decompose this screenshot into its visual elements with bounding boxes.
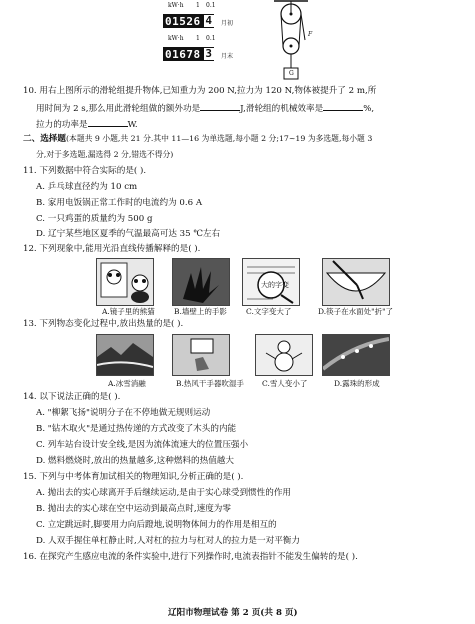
q14-option-c[interactable]: C. 列车站台设计安全线,是因为流体流速大的位置压强小 [36,440,249,450]
q10-text-d: 拉力的功率是 [36,120,88,130]
q13-figure-a[interactable] [96,334,154,376]
q13-stem: 13. 下列物态变化过程中,放出热量的是( ). [23,319,184,329]
section2-note: (本题共 9 小题,共 21 分.其中 11—16 为单选题,每小题 2 分;17~19 为多选题,每小题 3 [65,134,373,143]
meter-scale1-bottom: 1 [196,35,200,42]
q13-caption-a: A.冰雪消融 [108,379,146,388]
q11-option-b[interactable]: B. 家用电饭锅正常工作时的电流约为 0.6 A [36,198,203,208]
meter-start-label: 月初 [221,20,234,27]
section2-heading: 二、选择题 [23,134,66,144]
pulley-force-label: F [308,31,313,38]
q10-text-b: J,滑轮组的机械效率是 [240,104,324,114]
q14-option-a[interactable]: A. "柳絮飞扬"说明分子在不停地做无规则运动 [36,408,211,418]
q10-text-a: 用时间为 2 s,那么用此滑轮组做的额外功是 [36,104,201,114]
q11-stem: 11. 下列数据中符合实际的是( ). [23,166,147,176]
meter-start [163,14,214,28]
q14-option-d[interactable]: D. 燃料燃烧时,放出的热量越多,这种燃料的热值越大 [36,456,234,466]
q14-stem: 14. 以下说法正确的是( ). [23,392,121,402]
meter-unit-top: kW·h [168,2,184,9]
meter-unit-bottom: kW·h [168,35,184,42]
q15-option-d[interactable]: D. 人双手握住单杠静止时,人对杠的拉力与杠对人的拉力是一对平衡力 [36,536,300,546]
meter-start-digits: 01526 [165,14,201,28]
q11-option-a[interactable]: A. 乒乓球直径约为 10 cm [36,182,138,192]
q13-caption-c: C.雪人变小了 [262,379,308,388]
q15-option-b[interactable]: B. 抛出去的实心球在空中运动到最高点时,速度为零 [36,504,231,514]
q15-option-c[interactable]: C. 立定跳远时,脚要用力向后蹬地,说明物体间力的作用是相互的 [36,520,277,530]
q12-caption-c: C.文字变大了 [246,307,292,316]
meter-end [163,47,214,61]
q10-line2 [36,102,374,114]
q16-stem: 16. 在探究产生感应电流的条件实验中,进行下列操作时,电流表指针不能发生偏转的是( ). [23,552,358,562]
q12-figure-c-text: 大的字变 [261,281,289,289]
section2-note2: 分,对于多选题,漏选得 2 分,错选不得分) [36,150,174,159]
q13-figure-d[interactable] [322,334,390,376]
q10-text-c: %, [363,104,375,114]
pulley-weight-label: G [289,70,294,77]
q10-blank-efficiency[interactable] [323,102,363,111]
q10-blank-extra-work[interactable] [200,102,240,111]
meter-end-last: 3 [205,47,212,60]
q12-caption-b: B.墙壁上的手影 [174,307,227,316]
q13-caption-d: D.露珠的形成 [334,379,380,388]
meter-end-label: 月末 [221,53,234,60]
q15-option-a[interactable]: A. 抛出去的实心球离开手后继续运动,是由于实心球受到惯性的作用 [36,488,292,498]
meter-end-digits: 01678 [165,47,201,61]
q12-caption-d: D.筷子在水面处"折"了 [318,307,394,316]
q10-line1: 10. 用右上图所示的滑轮组提升物体,已知重力为 200 N,拉力为 120 N,物体被提升了 2 m,所 [23,86,377,96]
meter-scale2-bottom: 0.1 [206,35,216,42]
meter-scale1-top: 1 [196,2,200,9]
q10-line3 [36,118,138,130]
q13-figure-b[interactable] [172,334,230,376]
meter-start-last: 4 [205,14,212,27]
q15-stem: 15. 下列与中考体育加试相关的物理知识,分析正确的是( ). [23,472,244,482]
q12-figure-b[interactable] [172,258,230,306]
q14-option-b[interactable]: B. "钻木取火"是通过热传递的方式改变了木头的内能 [36,424,237,434]
q12-figure-d[interactable] [322,258,390,306]
page-footer: 辽阳市物理试卷 第 2 页(共 8 页) [168,608,298,618]
q12-figure-c[interactable] [242,258,300,306]
q12-caption-a: A.镜子里的熊猫 [102,307,155,316]
q10-text-e: W. [127,120,138,130]
q12-figure-a[interactable] [96,258,154,306]
q13-figure-c[interactable] [255,334,313,376]
meter-scale2-top: 0.1 [206,2,216,9]
q11-option-c[interactable]: C. 一只鸡蛋的质量约为 500 g [36,214,153,224]
q12-stem: 12. 下列现象中,能用光沿直线传播解释的是( ). [23,244,201,254]
q13-caption-b: B.热风干手器吹湿手 [176,379,244,388]
q10-blank-power[interactable] [88,118,128,127]
section2-header [23,134,372,144]
q11-option-d[interactable]: D. 辽宁某些地区夏季的气温最高可达 35 ℃左右 [36,229,221,239]
